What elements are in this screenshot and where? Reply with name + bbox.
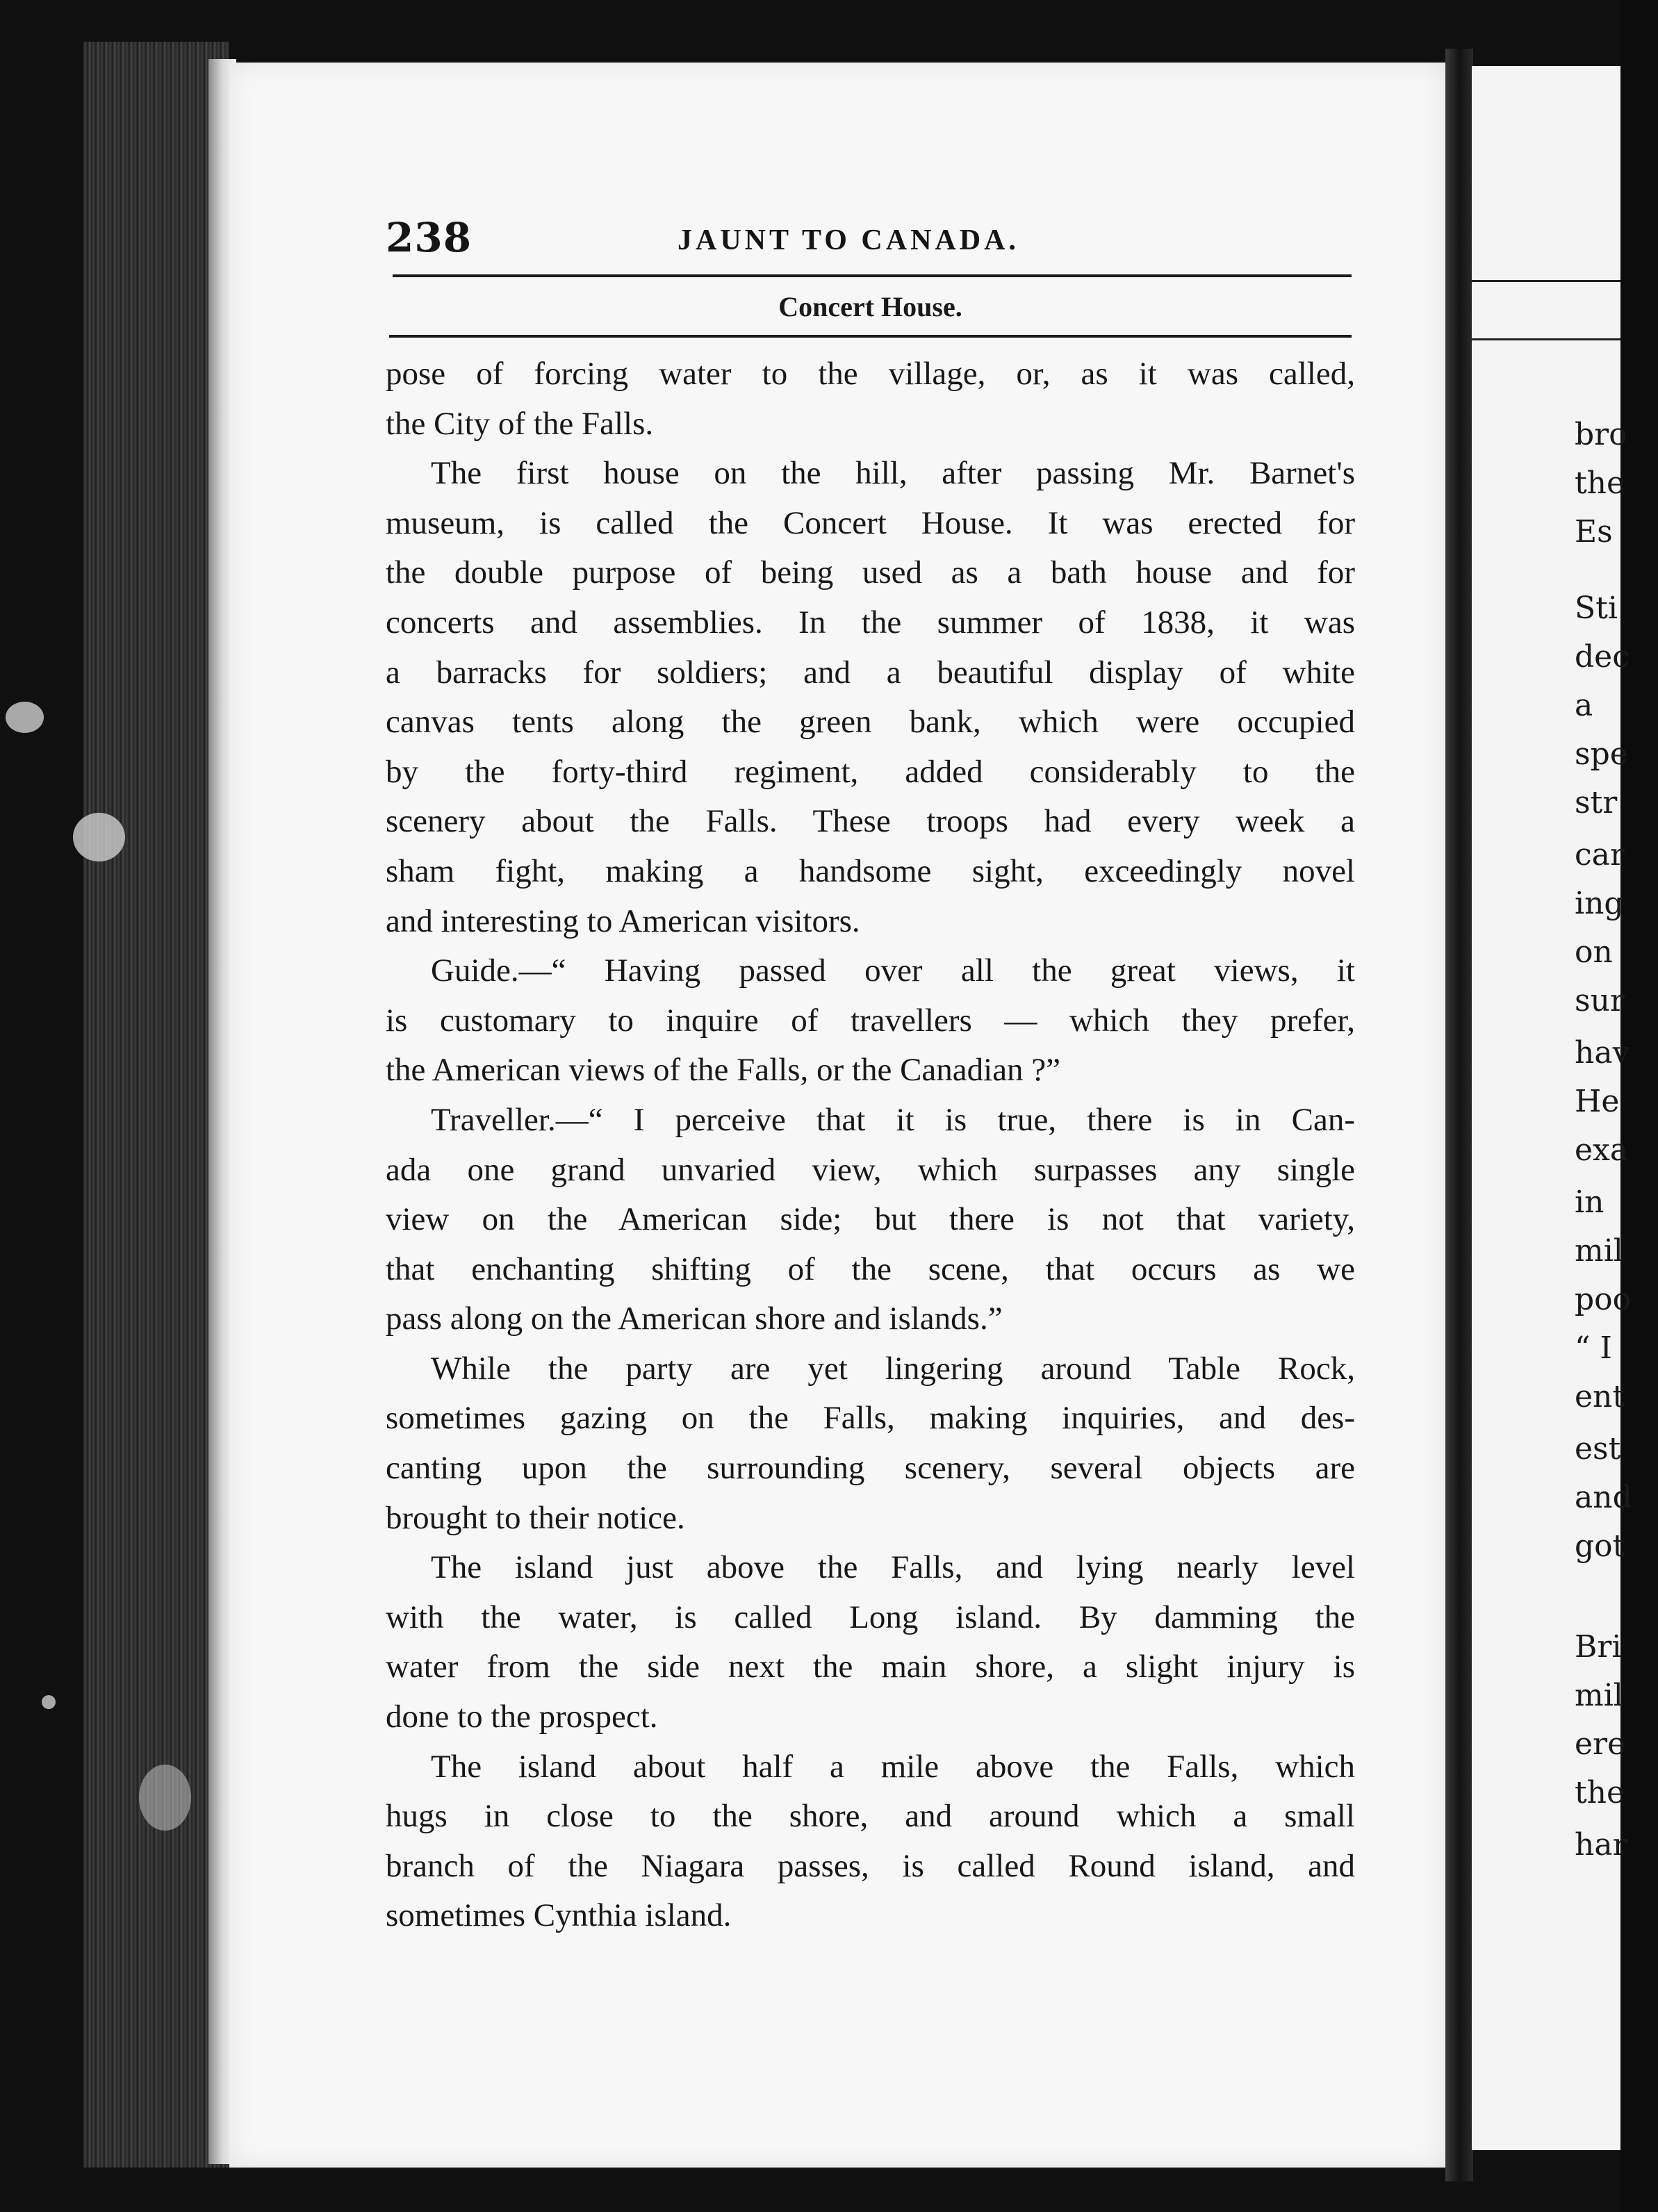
facing-line: the [1575,1775,1625,1810]
text-line: is customary to inquire of travellers — which they prefer, [386,1002,1355,1039]
facing-page-rule [1472,338,1620,340]
running-title: JAUNT TO CANADA. [678,224,1019,256]
text-line: pose of forcing water to the village, or, as it was called, [386,356,1355,392]
text-line: brought to their notice. [386,1499,685,1536]
text-line: the American views of the Falls, or the Canadian ?” [386,1052,1061,1089]
text-line: museum, is called the Concert House. It was erected for [386,504,1355,541]
facing-line: str [1575,785,1618,820]
text-line: ada one grand unvaried view, which surpasses any single [386,1151,1355,1188]
scan-speck [42,1695,56,1709]
facing-page-fragment [1472,66,1632,2150]
facing-line: ere [1575,1726,1626,1762]
text-line: Traveller.—“ I perceive that it is true, there is in Can- [431,1101,1355,1138]
facing-line: mil [1575,1233,1623,1269]
text-line: that enchanting shifting of the scene, that occurs as we [386,1251,1355,1287]
text-line: with the water, is called Long island. By damming the [386,1599,1355,1635]
facing-line: got [1575,1528,1625,1564]
scan-speck [6,702,44,733]
facing-line: Bri [1575,1629,1622,1665]
text-line: The island just above the Falls, and lying nearly level [431,1549,1355,1586]
text-line: sometimes gazing on the Falls, making inquiries, and des- [386,1400,1355,1437]
facing-line: har [1575,1827,1627,1863]
page-number: 238 [386,214,473,261]
facing-line: “ I [1575,1330,1612,1366]
header-rule-top [393,274,1352,277]
text-line: The first house on the hill, after passing Mr. Barnet's [431,455,1355,492]
facing-line: a [1575,688,1593,723]
text-line: hugs in close to the shore, and around which a small [386,1798,1355,1835]
facing-line: ing [1575,886,1624,921]
facing-line: exa [1575,1132,1629,1168]
section-heading: Concert House. [778,291,962,322]
text-line: done to the prospect. [386,1699,658,1735]
facing-line: car [1575,837,1625,873]
text-line: The island about half a mile above the Falls, which [431,1748,1355,1785]
text-line: branch of the Niagara passes, is called Round island, and [386,1847,1355,1884]
facing-line: mil [1575,1678,1623,1713]
text-line: sometimes Cynthia island. [386,1897,732,1934]
facing-line: on [1575,934,1613,970]
facing-line: ent [1575,1379,1625,1414]
text-line: and interesting to American visitors. [386,902,860,939]
facing-line: He [1575,1084,1620,1119]
text-line: canvas tents along the green bank, which were occupied [386,704,1355,741]
text-line: canting upon the surrounding scenery, several objects are [386,1450,1355,1487]
book-page-edges [83,42,229,2168]
text-line: sham fight, making a handsome sight, exceedingly novel [386,852,1355,889]
facing-line: the [1575,465,1625,501]
facing-line: Es [1575,514,1613,550]
text-line: the City of the Falls. [386,405,654,442]
facing-line: dec [1575,639,1630,675]
text-line: scenery about the Falls. These troops had every week a [386,803,1355,840]
text-line: the double purpose of being used as a bath house and for [386,554,1355,591]
facing-line: Sti [1575,591,1618,626]
running-head [386,214,1352,270]
header-rule-bottom [389,335,1352,338]
facing-line: sur [1575,983,1625,1018]
scan-speck [73,813,125,861]
facing-page-rule [1472,280,1620,282]
facing-line: est [1575,1431,1621,1467]
text-line: While the party are yet lingering around Table Rock, [431,1350,1355,1387]
facing-line: bro [1575,417,1627,452]
facing-line: and [1575,1480,1632,1515]
body-text [386,349,1355,1941]
text-line: water from the side next the main shore, a slight injury is [386,1649,1355,1685]
text-line: pass along on the American shore and islands.” [386,1301,1003,1337]
facing-line: spe [1575,736,1628,772]
text-line: concerts and assemblies. In the summer of 1838, it was [386,604,1355,641]
facing-line: hav [1575,1035,1630,1071]
facing-line: in [1575,1185,1604,1220]
text-line: view on the American side; but there is not that variety, [386,1201,1355,1238]
text-line: Guide.—“ Having passed over all the great views, it [431,952,1355,989]
facing-line: poo [1575,1282,1632,1317]
scan-speck [139,1765,191,1831]
text-line: a barracks for soldiers; and a beautiful display of white [386,654,1355,691]
book-gutter [1445,49,1473,2181]
text-line: by the forty-third regiment, added considerably to the [386,753,1355,790]
